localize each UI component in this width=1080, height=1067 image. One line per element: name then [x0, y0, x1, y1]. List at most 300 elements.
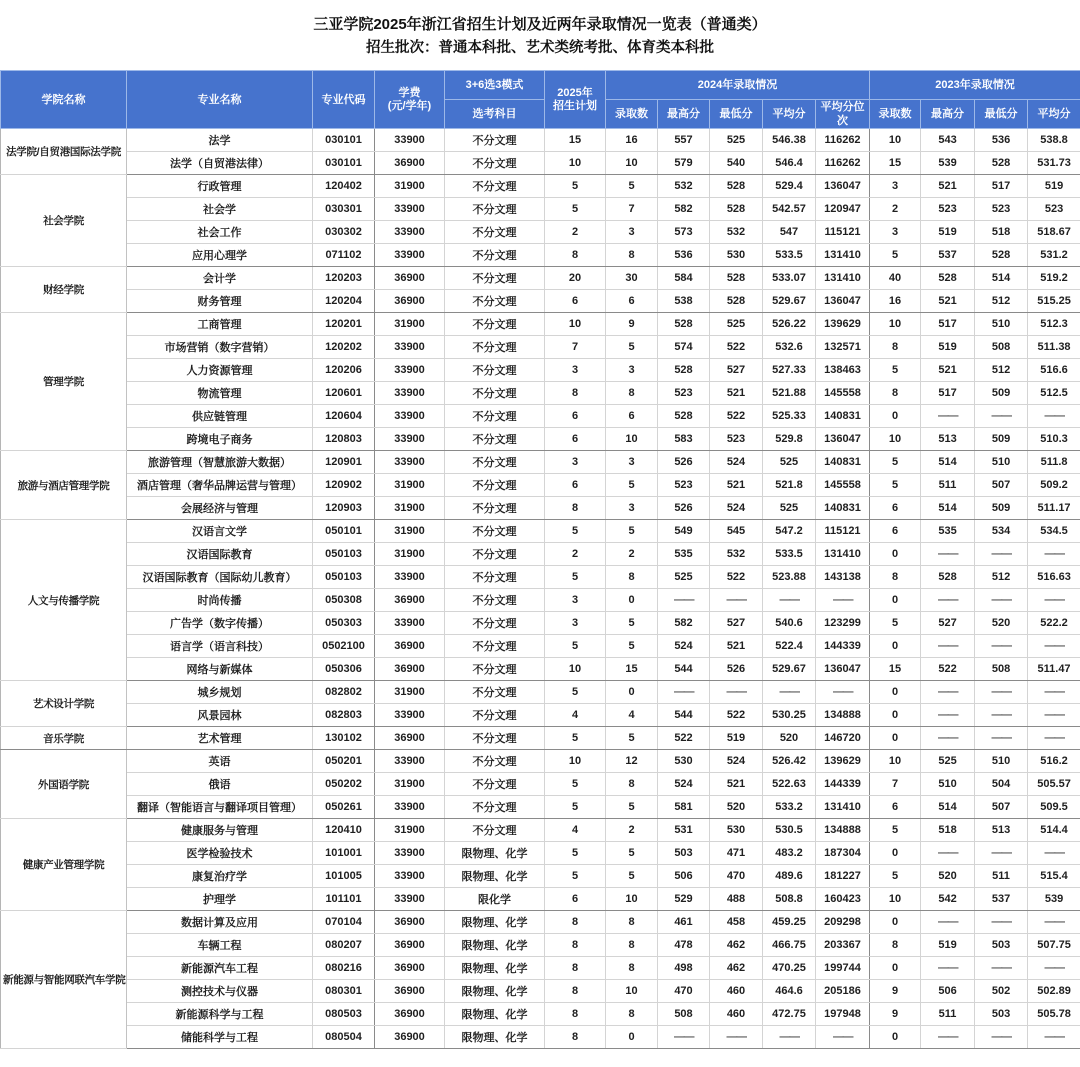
table-row — [1, 635, 1080, 658]
adm2024-count-cell: 5 — [606, 796, 658, 819]
adm2023-min-cell: —— — [975, 681, 1028, 704]
adm2023-max-cell: 511 — [921, 474, 975, 497]
major-code-cell: 070104 — [313, 911, 375, 934]
adm2024-max-cell: 506 — [658, 865, 710, 888]
adm2023-max-cell: —— — [921, 405, 975, 428]
adm2023-count-cell: 5 — [870, 244, 921, 267]
adm2023-min-cell: 504 — [975, 773, 1028, 796]
major-cell: 英语 — [127, 750, 313, 773]
adm2023-avg-cell: 511.38 — [1028, 336, 1080, 359]
tuition-cell: 36900 — [375, 957, 445, 980]
major-code-cell: 120201 — [313, 313, 375, 336]
adm2024-rank-cell: 136047 — [816, 290, 870, 313]
adm2024-max-cell: 528 — [658, 359, 710, 382]
adm2024-min-cell: 522 — [710, 704, 763, 727]
subjects-cell: 限物理、化学 — [445, 980, 545, 1003]
adm2024-max-cell: 503 — [658, 842, 710, 865]
adm2023-count-cell: 16 — [870, 290, 921, 313]
subjects-cell: 不分文理 — [445, 129, 545, 152]
adm2023-count-cell: 6 — [870, 520, 921, 543]
adm2024-max-cell: 544 — [658, 658, 710, 681]
adm2024-rank-cell: 116262 — [816, 152, 870, 175]
adm2024-count-cell: 8 — [606, 382, 658, 405]
adm2023-max-cell: —— — [921, 727, 975, 750]
adm2023-avg-cell: 510.3 — [1028, 428, 1080, 451]
plan-2025-cell: 8 — [545, 382, 606, 405]
adm2023-max-cell: 506 — [921, 980, 975, 1003]
adm2023-min-cell: 537 — [975, 888, 1028, 911]
table-row — [1, 980, 1080, 1003]
adm2024-avg-cell: 529.67 — [763, 658, 816, 681]
plan-2025-cell: 6 — [545, 290, 606, 313]
adm2024-avg-cell: 525 — [763, 451, 816, 474]
subjects-cell: 不分文理 — [445, 382, 545, 405]
plan-2025-cell: 20 — [545, 267, 606, 290]
adm2024-count-cell: 2 — [606, 819, 658, 842]
subjects-cell: 限物理、化学 — [445, 957, 545, 980]
adm2024-rank-cell: 140831 — [816, 497, 870, 520]
plan-2025-cell: 8 — [545, 934, 606, 957]
adm2023-max-cell: —— — [921, 635, 975, 658]
adm2023-count-cell: 8 — [870, 566, 921, 589]
adm2024-min-cell: 519 — [710, 727, 763, 750]
subjects-cell: 不分文理 — [445, 520, 545, 543]
tuition-cell: 33900 — [375, 750, 445, 773]
subjects-cell: 不分文理 — [445, 451, 545, 474]
adm2023-max-cell: 539 — [921, 152, 975, 175]
adm2024-count-cell: 0 — [606, 1026, 658, 1049]
adm2024-min-cell: 528 — [710, 198, 763, 221]
adm2024-count-cell: 3 — [606, 359, 658, 382]
adm2024-max-cell: 532 — [658, 175, 710, 198]
subjects-cell: 限物理、化学 — [445, 1003, 545, 1026]
adm2024-min-cell: 524 — [710, 750, 763, 773]
adm2024-min-cell: 521 — [710, 635, 763, 658]
adm2023-avg-cell: —— — [1028, 727, 1080, 750]
adm2023-count-cell: 6 — [870, 497, 921, 520]
major-cell: 艺术管理 — [127, 727, 313, 750]
table-row — [1, 934, 1080, 957]
adm2024-count-cell: 5 — [606, 842, 658, 865]
adm2023-avg-cell: 505.78 — [1028, 1003, 1080, 1026]
tuition-cell: 31900 — [375, 520, 445, 543]
major-cell: 网络与新媒体 — [127, 658, 313, 681]
adm2023-min-cell: —— — [975, 911, 1028, 934]
adm2024-min-cell: 488 — [710, 888, 763, 911]
plan-2025-cell: 6 — [545, 405, 606, 428]
adm2023-avg-cell: 539 — [1028, 888, 1080, 911]
adm2023-min-cell: 518 — [975, 221, 1028, 244]
adm2023-avg-cell: —— — [1028, 589, 1080, 612]
adm2024-min-cell: 521 — [710, 382, 763, 405]
subjects-cell: 不分文理 — [445, 727, 545, 750]
adm2024-min-cell: 527 — [710, 612, 763, 635]
tuition-cell: 36900 — [375, 658, 445, 681]
adm2024-avg-cell: 526.42 — [763, 750, 816, 773]
table-row — [1, 658, 1080, 681]
table-row — [1, 267, 1080, 290]
adm2024-rank-cell: 132571 — [816, 336, 870, 359]
subjects-cell: 不分文理 — [445, 819, 545, 842]
adm2024-min-cell: 523 — [710, 428, 763, 451]
adm2024-rank-cell: 131410 — [816, 244, 870, 267]
adm2023-count-cell: 0 — [870, 589, 921, 612]
subjects-cell: 限物理、化学 — [445, 1026, 545, 1049]
adm2024-count-cell: 5 — [606, 612, 658, 635]
major-code-cell: 120901 — [313, 451, 375, 474]
adm2023-max-cell: 527 — [921, 612, 975, 635]
table-row — [1, 129, 1080, 152]
table-row — [1, 382, 1080, 405]
tuition-cell: 33900 — [375, 129, 445, 152]
major-code-cell: 120903 — [313, 497, 375, 520]
adm2024-rank-cell: 140831 — [816, 451, 870, 474]
adm2024-max-cell: 526 — [658, 497, 710, 520]
adm2023-min-cell: 508 — [975, 658, 1028, 681]
adm2024-avg-cell: —— — [763, 1026, 816, 1049]
adm2023-min-cell: 514 — [975, 267, 1028, 290]
adm2023-avg-cell: 531.2 — [1028, 244, 1080, 267]
major-code-cell: 120601 — [313, 382, 375, 405]
table-row — [1, 796, 1080, 819]
plan-2025-cell: 8 — [545, 244, 606, 267]
major-code-cell: 030301 — [313, 198, 375, 221]
table-row — [1, 911, 1080, 934]
header-2024-avg: 平均分 — [763, 100, 816, 129]
major-code-cell: 120402 — [313, 175, 375, 198]
adm2024-count-cell: 10 — [606, 888, 658, 911]
adm2023-max-cell: —— — [921, 704, 975, 727]
major-cell: 旅游管理（智慧旅游大数据） — [127, 451, 313, 474]
table-row — [1, 474, 1080, 497]
adm2023-min-cell: —— — [975, 842, 1028, 865]
tuition-cell: 31900 — [375, 175, 445, 198]
major-code-cell: 050308 — [313, 589, 375, 612]
adm2023-count-cell: 5 — [870, 865, 921, 888]
major-cell: 新能源科学与工程 — [127, 1003, 313, 1026]
adm2023-avg-cell: —— — [1028, 681, 1080, 704]
major-cell: 社会工作 — [127, 221, 313, 244]
adm2024-avg-cell: 525.33 — [763, 405, 816, 428]
adm2023-avg-cell: 511.17 — [1028, 497, 1080, 520]
table-row — [1, 336, 1080, 359]
tuition-cell: 33900 — [375, 221, 445, 244]
adm2024-min-cell: 524 — [710, 497, 763, 520]
subjects-cell: 不分文理 — [445, 796, 545, 819]
major-code-cell: 082803 — [313, 704, 375, 727]
major-code-cell: 050303 — [313, 612, 375, 635]
adm2024-min-cell: 460 — [710, 1003, 763, 1026]
adm2024-rank-cell: 197948 — [816, 1003, 870, 1026]
adm2023-avg-cell: 516.63 — [1028, 566, 1080, 589]
tuition-cell: 33900 — [375, 566, 445, 589]
table-body — [1, 129, 1080, 1049]
adm2024-count-cell: 6 — [606, 405, 658, 428]
major-code-cell: 101001 — [313, 842, 375, 865]
adm2023-min-cell: 512 — [975, 359, 1028, 382]
adm2023-avg-cell: —— — [1028, 957, 1080, 980]
adm2023-avg-cell: —— — [1028, 1026, 1080, 1049]
adm2024-avg-cell: 547.2 — [763, 520, 816, 543]
adm2023-count-cell: 9 — [870, 980, 921, 1003]
adm2024-avg-cell: 529.8 — [763, 428, 816, 451]
adm2023-max-cell: 525 — [921, 750, 975, 773]
college-cell: 法学院/自贸港国际法学院 — [1, 129, 127, 175]
plan-2025-cell: 8 — [545, 1026, 606, 1049]
adm2023-max-cell: 535 — [921, 520, 975, 543]
adm2023-avg-cell: 514.4 — [1028, 819, 1080, 842]
adm2023-avg-cell: —— — [1028, 405, 1080, 428]
adm2023-min-cell: —— — [975, 405, 1028, 428]
tuition-cell: 36900 — [375, 980, 445, 1003]
major-cell: 翻译（智能语言与翻译项目管理） — [127, 796, 313, 819]
subjects-cell: 不分文理 — [445, 198, 545, 221]
major-code-cell: 130102 — [313, 727, 375, 750]
adm2023-max-cell: —— — [921, 589, 975, 612]
adm2024-count-cell: 7 — [606, 198, 658, 221]
plan-2025-cell: 3 — [545, 451, 606, 474]
adm2023-count-cell: 3 — [870, 221, 921, 244]
subjects-cell: 不分文理 — [445, 497, 545, 520]
table-row — [1, 198, 1080, 221]
adm2023-min-cell: 534 — [975, 520, 1028, 543]
tuition-cell: 31900 — [375, 819, 445, 842]
adm2023-count-cell: 5 — [870, 612, 921, 635]
adm2023-min-cell: 503 — [975, 934, 1028, 957]
adm2023-avg-cell: 509.2 — [1028, 474, 1080, 497]
table-row — [1, 428, 1080, 451]
tuition-cell: 33900 — [375, 405, 445, 428]
adm2024-min-cell: 528 — [710, 175, 763, 198]
adm2024-rank-cell: 181227 — [816, 865, 870, 888]
major-cell: 康复治疗学 — [127, 865, 313, 888]
plan-2025-cell: 8 — [545, 911, 606, 934]
adm2023-max-cell: 522 — [921, 658, 975, 681]
adm2023-count-cell: 0 — [870, 957, 921, 980]
table-row — [1, 1026, 1080, 1049]
adm2023-max-cell: 528 — [921, 566, 975, 589]
adm2024-count-cell: 12 — [606, 750, 658, 773]
adm2023-max-cell: 511 — [921, 1003, 975, 1026]
adm2024-count-cell: 6 — [606, 290, 658, 313]
plan-2025-cell: 4 — [545, 704, 606, 727]
adm2024-avg-cell: 533.5 — [763, 543, 816, 566]
adm2024-avg-cell: 540.6 — [763, 612, 816, 635]
major-cell: 新能源汽车工程 — [127, 957, 313, 980]
tuition-cell: 36900 — [375, 152, 445, 175]
major-cell: 风景园林 — [127, 704, 313, 727]
header-2023-count: 录取数 — [870, 100, 921, 129]
adm2023-max-cell: 528 — [921, 267, 975, 290]
adm2023-max-cell: 542 — [921, 888, 975, 911]
table-row — [1, 704, 1080, 727]
major-code-cell: 050103 — [313, 566, 375, 589]
major-cell: 工商管理 — [127, 313, 313, 336]
adm2024-avg-cell: 533.2 — [763, 796, 816, 819]
adm2024-avg-cell: —— — [763, 589, 816, 612]
adm2023-count-cell: 9 — [870, 1003, 921, 1026]
adm2024-max-cell: 573 — [658, 221, 710, 244]
adm2024-min-cell: 462 — [710, 934, 763, 957]
adm2024-min-cell: —— — [710, 681, 763, 704]
adm2024-avg-cell: 472.75 — [763, 1003, 816, 1026]
adm2024-min-cell: 532 — [710, 543, 763, 566]
adm2023-avg-cell: 516.6 — [1028, 359, 1080, 382]
plan-2025-cell: 10 — [545, 658, 606, 681]
adm2023-count-cell: 5 — [870, 359, 921, 382]
adm2024-max-cell: 528 — [658, 405, 710, 428]
adm2024-count-cell: 5 — [606, 520, 658, 543]
adm2023-max-cell: 543 — [921, 129, 975, 152]
adm2024-max-cell: 535 — [658, 543, 710, 566]
subjects-cell: 不分文理 — [445, 428, 545, 451]
adm2024-avg-cell: 520 — [763, 727, 816, 750]
adm2023-count-cell: 0 — [870, 635, 921, 658]
adm2024-min-cell: 462 — [710, 957, 763, 980]
adm2024-rank-cell: 187304 — [816, 842, 870, 865]
subjects-cell: 不分文理 — [445, 244, 545, 267]
adm2023-count-cell: 8 — [870, 934, 921, 957]
adm2024-max-cell: 528 — [658, 313, 710, 336]
adm2024-min-cell: 460 — [710, 980, 763, 1003]
major-cell: 健康服务与管理 — [127, 819, 313, 842]
major-cell: 时尚传播 — [127, 589, 313, 612]
adm2024-avg-cell: 521.8 — [763, 474, 816, 497]
tuition-cell: 36900 — [375, 1003, 445, 1026]
adm2024-max-cell: 498 — [658, 957, 710, 980]
adm2023-max-cell: 521 — [921, 290, 975, 313]
adm2024-count-cell: 8 — [606, 957, 658, 980]
plan-2025-cell: 3 — [545, 359, 606, 382]
major-cell: 物流管理 — [127, 382, 313, 405]
major-code-cell: 080504 — [313, 1026, 375, 1049]
adm2024-avg-cell: 470.25 — [763, 957, 816, 980]
adm2024-max-cell: 536 — [658, 244, 710, 267]
adm2024-rank-cell: 134888 — [816, 819, 870, 842]
plan-2025-cell: 5 — [545, 635, 606, 658]
adm2024-count-cell: 10 — [606, 152, 658, 175]
header-2024-count: 录取数 — [606, 100, 658, 129]
adm2023-avg-cell: 511.8 — [1028, 451, 1080, 474]
college-cell: 音乐学院 — [1, 727, 127, 750]
major-cell: 法学（自贸港法律） — [127, 152, 313, 175]
major-code-cell: 050202 — [313, 773, 375, 796]
adm2024-rank-cell: 116262 — [816, 129, 870, 152]
table-row — [1, 313, 1080, 336]
adm2024-count-cell: 15 — [606, 658, 658, 681]
subjects-cell: 不分文理 — [445, 405, 545, 428]
adm2023-count-cell: 5 — [870, 451, 921, 474]
adm2024-min-cell: 532 — [710, 221, 763, 244]
header-subjects: 选考科目 — [445, 100, 545, 129]
adm2024-rank-cell: 123299 — [816, 612, 870, 635]
adm2023-min-cell: 513 — [975, 819, 1028, 842]
tuition-cell: 36900 — [375, 290, 445, 313]
adm2024-avg-cell: 529.4 — [763, 175, 816, 198]
plan-2025-cell: 15 — [545, 129, 606, 152]
adm2024-avg-cell: 542.57 — [763, 198, 816, 221]
college-cell: 财经学院 — [1, 267, 127, 313]
adm2023-max-cell: 517 — [921, 382, 975, 405]
major-code-cell: 120202 — [313, 336, 375, 359]
adm2023-count-cell: 0 — [870, 543, 921, 566]
adm2023-avg-cell: 522.2 — [1028, 612, 1080, 635]
major-code-cell: 120203 — [313, 267, 375, 290]
adm2024-avg-cell: —— — [763, 681, 816, 704]
adm2024-rank-cell: 205186 — [816, 980, 870, 1003]
adm2023-min-cell: 507 — [975, 796, 1028, 819]
header-2024-admission: 2024年录取情况 — [606, 71, 870, 100]
tuition-cell: 36900 — [375, 1026, 445, 1049]
adm2023-count-cell: 3 — [870, 175, 921, 198]
subjects-cell: 不分文理 — [445, 704, 545, 727]
adm2023-count-cell: 2 — [870, 198, 921, 221]
admission-table — [0, 70, 1080, 1049]
subjects-cell: 限物理、化学 — [445, 842, 545, 865]
major-code-cell: 120204 — [313, 290, 375, 313]
major-code-cell: 080301 — [313, 980, 375, 1003]
table-row — [1, 681, 1080, 704]
adm2024-rank-cell: 140831 — [816, 405, 870, 428]
table-row — [1, 589, 1080, 612]
page-title — [0, 0, 1080, 70]
plan-2025-cell: 5 — [545, 566, 606, 589]
major-cell: 财务管理 — [127, 290, 313, 313]
major-code-cell: 080207 — [313, 934, 375, 957]
adm2023-avg-cell: 534.5 — [1028, 520, 1080, 543]
major-code-cell: 080503 — [313, 1003, 375, 1026]
major-code-cell: 0502100 — [313, 635, 375, 658]
major-cell: 护理学 — [127, 888, 313, 911]
adm2024-count-cell: 4 — [606, 704, 658, 727]
adm2024-max-cell: 478 — [658, 934, 710, 957]
adm2024-avg-cell: 489.6 — [763, 865, 816, 888]
subjects-cell: 不分文理 — [445, 635, 545, 658]
adm2023-count-cell: 0 — [870, 405, 921, 428]
major-code-cell: 080216 — [313, 957, 375, 980]
tuition-cell: 36900 — [375, 589, 445, 612]
college-cell: 新能源与智能网联汽车学院 — [1, 911, 127, 1049]
adm2023-count-cell: 5 — [870, 474, 921, 497]
plan-2025-cell: 6 — [545, 428, 606, 451]
adm2024-rank-cell: 203367 — [816, 934, 870, 957]
adm2023-min-cell: —— — [975, 635, 1028, 658]
adm2024-count-cell: 8 — [606, 566, 658, 589]
adm2023-max-cell: 518 — [921, 819, 975, 842]
tuition-cell: 31900 — [375, 543, 445, 566]
subjects-cell: 不分文理 — [445, 313, 545, 336]
adm2023-min-cell: 520 — [975, 612, 1028, 635]
tuition-cell: 31900 — [375, 497, 445, 520]
header-2024-min: 最低分 — [710, 100, 763, 129]
adm2023-min-cell: 517 — [975, 175, 1028, 198]
header-2023-min: 最低分 — [975, 100, 1028, 129]
adm2024-avg-cell: 466.75 — [763, 934, 816, 957]
plan-2025-cell: 8 — [545, 980, 606, 1003]
major-cell: 储能科学与工程 — [127, 1026, 313, 1049]
adm2024-max-cell: 544 — [658, 704, 710, 727]
adm2023-count-cell: 0 — [870, 842, 921, 865]
table-row — [1, 520, 1080, 543]
table-row — [1, 405, 1080, 428]
table-row — [1, 1003, 1080, 1026]
adm2024-max-cell: 525 — [658, 566, 710, 589]
adm2024-max-cell: 508 — [658, 1003, 710, 1026]
major-code-cell: 120206 — [313, 359, 375, 382]
adm2023-avg-cell: 523 — [1028, 198, 1080, 221]
adm2024-max-cell: 531 — [658, 819, 710, 842]
plan-2025-cell: 8 — [545, 957, 606, 980]
